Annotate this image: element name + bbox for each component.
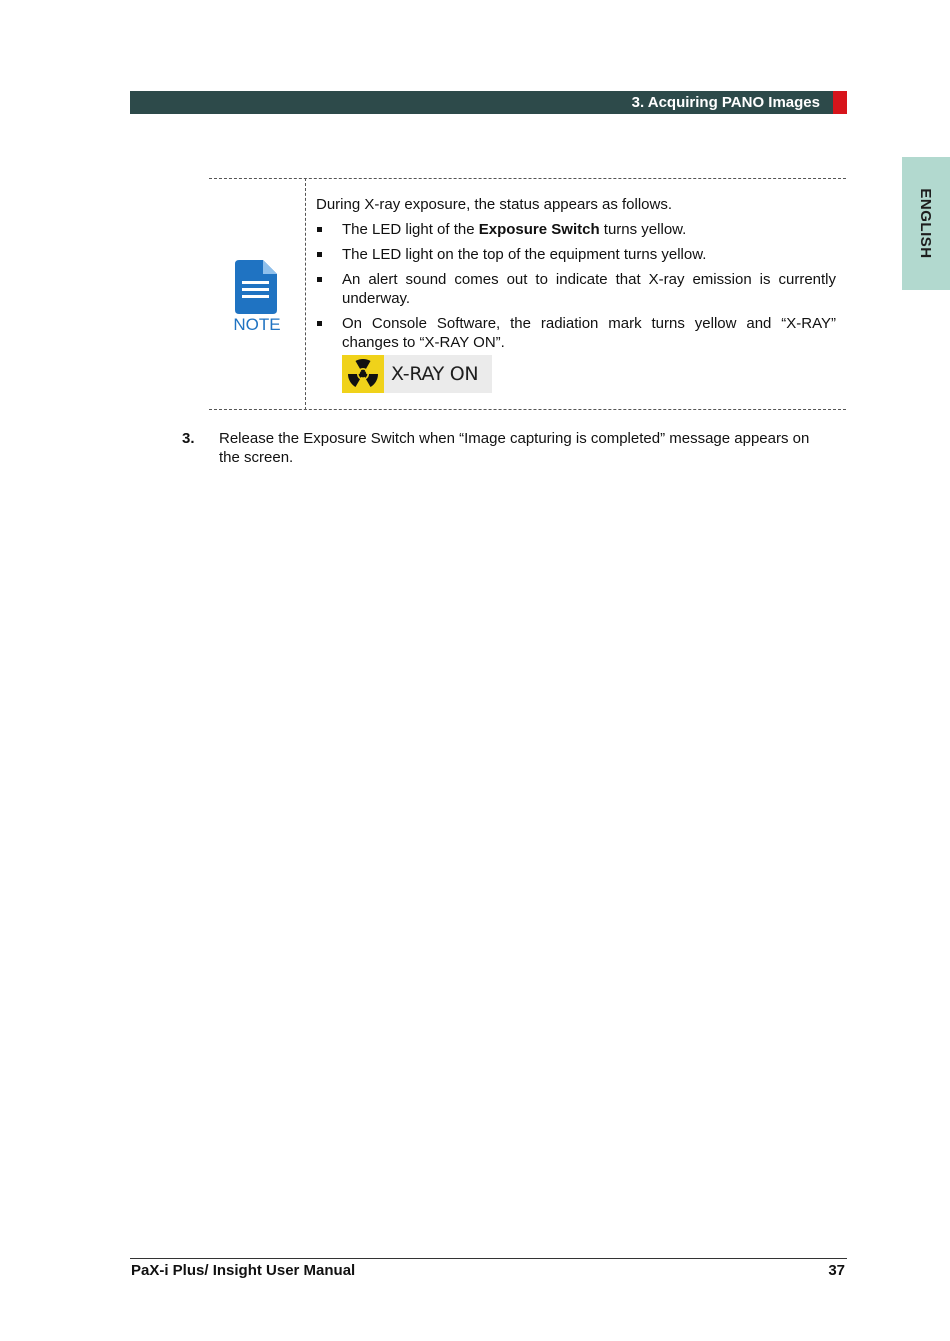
- note-bullet-exposure-switch: [316, 220, 836, 239]
- exposure-switch-term: Exposure Switch: [478, 221, 600, 238]
- note-content: [316, 195, 836, 358]
- note-bullet-list: [316, 220, 836, 352]
- note-bullet-text: The LED light of the: [342, 221, 479, 238]
- note-bullet-text: turns yellow.: [599, 221, 687, 238]
- note-intro: During X-ray exposure, the status appears as follows.: [316, 196, 673, 213]
- xray-on-indicator: [342, 355, 492, 393]
- xray-on-label: X-RAY ON: [391, 363, 479, 385]
- note-bottom-border: [209, 409, 846, 410]
- step-number: 3.: [182, 430, 195, 447]
- section-header-accent: [833, 91, 847, 114]
- step-text: Release the Exposure Switch when “Image capturing is completed” message appears on the screen.: [219, 430, 810, 466]
- note-icon-label: NOTE: [233, 315, 281, 334]
- note-bullet-equipment-led: The LED light on the top of the equipment turns yellow.: [316, 245, 836, 264]
- note-bullet-console-software: On Console Software, the radiation mark turns yellow and “X-RAY” changes to “X-RAY ON”.: [316, 314, 836, 352]
- language-tab: [902, 157, 950, 290]
- note-document-icon: [233, 258, 281, 334]
- footer-manual-title: PaX-i Plus/ Insight User Manual: [131, 1262, 356, 1279]
- language-tab-label: ENGLISH: [917, 188, 935, 259]
- footer-page-number: 37: [828, 1262, 845, 1279]
- note-divider: [305, 178, 306, 410]
- footer-rule: [130, 1258, 847, 1259]
- note-bullet-alert-sound: An alert sound comes out to indicate that X-ray emission is currently underway.: [316, 270, 836, 308]
- section-title: 3. Acquiring PANO Images: [631, 94, 820, 111]
- radiation-icon: [342, 355, 384, 393]
